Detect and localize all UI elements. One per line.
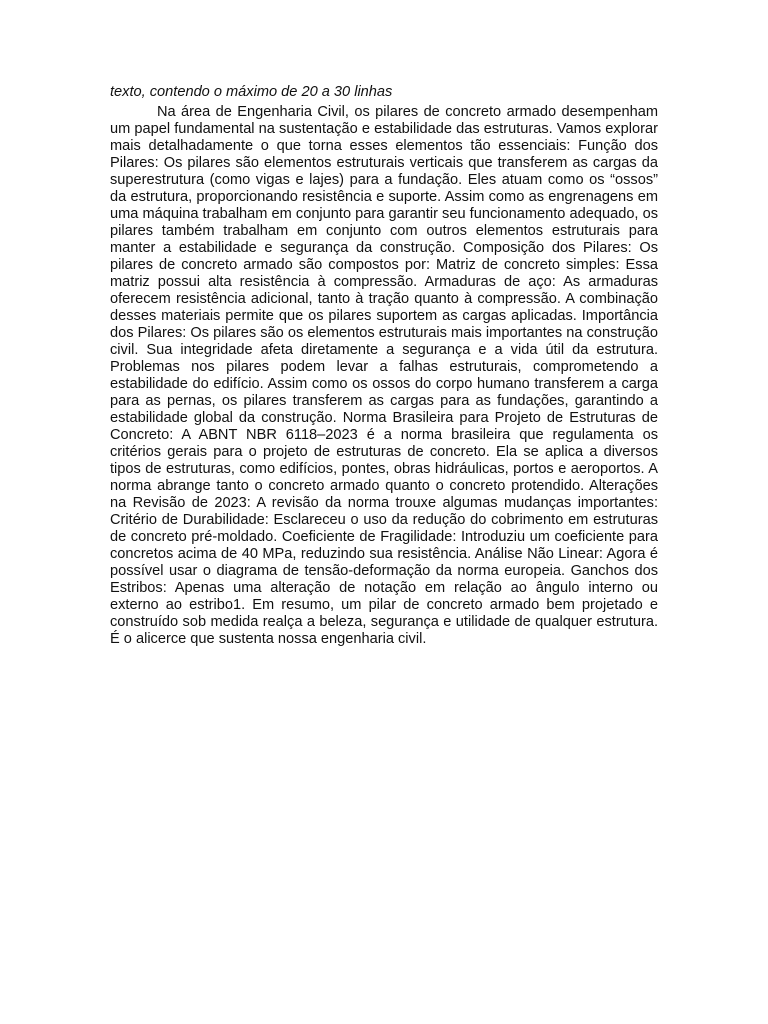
body-paragraph: Na área de Engenharia Civil, os pilares de concreto armado desempenham um papel fundamental na sustentação e estabilidade das estruturas. Vamos explorar mais detalhadamente o que torna esses elementos tão essenciais: Função dos Pilares: Os pilares são elementos estruturais verticais que transferem as cargas da superestrutura (como vigas e lajes) para a fundação. Eles atuam como os “ossos” da estrutura, proporcionando resistência e suporte. Assim como as engrenagens em uma máquina trabalham em conjunto para garantir seu funcionamento adequado, os pilares também trabalham em conjunto com outros elementos estruturais para manter a estabilidade e segurança da construção. Composição dos Pilares: Os pilares de concreto armado são compostos por: Matriz de concreto simples: Essa matriz possui alta resistência à compressão. Armaduras de aço: As armaduras oferecem resistência adicional, tanto à tração quanto à compressão. A combinação desses materiais permite que os pilares suportem as cargas aplicadas. Importância dos Pilares: Os pilares são os elementos estruturais mais importantes na construção civil. Sua integridade afeta diretamente a segurança e a vida útil da estrutura. Problemas nos pilares podem levar a falhas estruturais, comprometendo a estabilidade do edifício. Assim como os ossos do corpo humano transferem a carga para as pernas, os pilares transferem as cargas para as fundações, garantindo a estabilidade global da construção. Norma Brasileira para Projeto de Estruturas de Concreto: A ABNT NBR 6118–2023 é a norma brasileira que regulamenta os critérios gerais para o projeto de estruturas de concreto. Ela se aplica a diversos tipos de estruturas, como edifícios, pontes, obras hidráulicas, portos e aeroportos. A norma abrange tanto o concreto armado quanto o concreto protendido. Alterações na Revisão de 2023: A revisão da norma trouxe algumas mudanças importantes: Critério de Durabilidade: Esclareceu o uso da redução do cobrimento em estruturas de concreto pré-moldado. Coeficiente de Fragilidade: Introduziu um coeficiente para concretos acima de 40 MPa, reduzindo sua resistência. Análise Não Linear: Agora é possível usar o diagrama de tensão-deformação da norma europeia. Ganchos dos Estribos: Apenas uma alteração de notação em relação ao ângulo interno ou externo ao estribo1. Em resumo, um pilar de concreto armado bem projetado e construído sob medida realça a beleza, segurança e utilidade de qualquer estrutura. É o alicerce que sustenta nossa engenharia civil. xyxy=(110,104,658,647)
instruction-line: texto, contendo o máximo de 20 a 30 linhas xyxy=(110,84,393,100)
document-content xyxy=(110,84,658,648)
